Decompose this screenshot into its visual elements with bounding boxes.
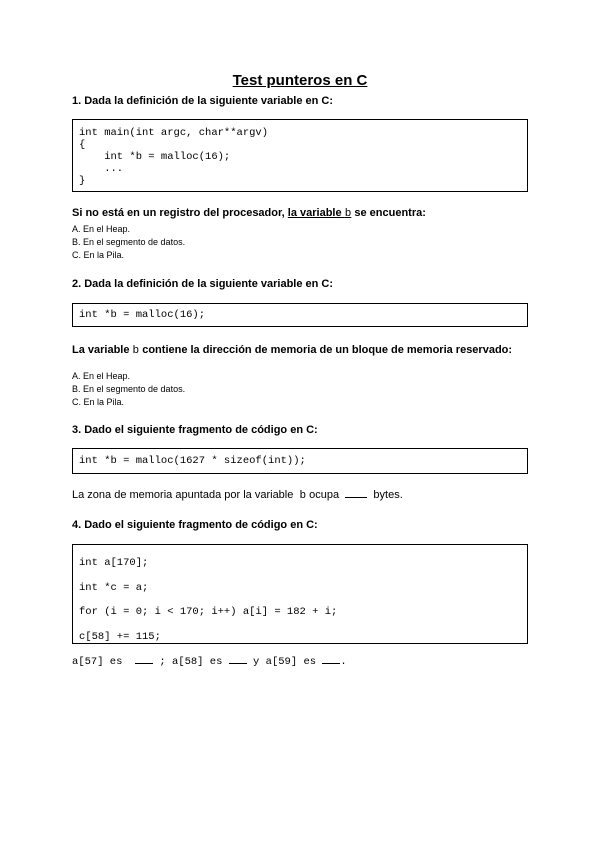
code-line: int *b = malloc(1627 * sizeof(int)); [79, 455, 306, 467]
code-line: } [79, 175, 86, 187]
code-line: for (i = 0; i < 170; i++) a[i] = 182 + i; [79, 606, 338, 618]
code-line: int *c = a; [79, 581, 149, 594]
option-a: A. En el Heap. [72, 224, 131, 234]
code-line: int *b = malloc(16); [79, 309, 206, 321]
code-line: c[58] += 115; [79, 630, 161, 643]
question-2-heading: 2. Dada la definición de la siguiente variable en C: [72, 278, 334, 290]
option-b: B. En el segmento de datos. [72, 237, 186, 247]
answer-blank-58[interactable] [229, 663, 247, 664]
question-4-heading: 4. Dado el siguiente fragmento de código en C: [72, 519, 318, 531]
option-c: C. En la Pila. [72, 250, 125, 260]
question-4-code-box [72, 544, 528, 644]
question-1-options [72, 223, 528, 262]
answer-blank-57[interactable] [135, 663, 153, 664]
document-page [72, 72, 528, 669]
question-4-answer-line: a[57] es ; a[58] es y a[59] es . [72, 656, 347, 668]
question-3-answer-line: La zona de memoria apuntada por la variable b ocupa bytes. [72, 489, 403, 502]
answer-blank-59[interactable] [322, 663, 340, 664]
page-title: Test punteros en C [232, 72, 368, 89]
code-line: int a[170]; [79, 557, 149, 569]
code-line: { [79, 139, 86, 151]
question-3-code-box [72, 448, 528, 474]
code-line: ... [79, 163, 124, 175]
question-2-code-box [72, 303, 528, 327]
question-1-prompt: Si no está en un registro del procesador, la variable b se encuentra: [72, 207, 426, 220]
option-b: B. En el segmento de datos. [72, 384, 186, 394]
question-1-code-box [72, 119, 528, 192]
question-3-heading: 3. Dado el siguiente fragmento de código en C: [72, 424, 318, 436]
code-line: int *b = malloc(16); [79, 151, 231, 163]
underlined-text: la variable b [287, 207, 352, 220]
code-line: int main(int argc, char**argv) [79, 127, 269, 139]
option-a: A. En el Heap. [72, 371, 131, 381]
question-1-heading: 1. Dada la definición de la siguiente variable en C: [72, 95, 334, 107]
option-c: C. En la Pila. [72, 397, 125, 407]
question-2-prompt: La variable b contiene la dirección de memoria de un bloque de memoria reservado: [72, 344, 513, 357]
answer-blank[interactable] [345, 497, 367, 498]
question-2-options [72, 370, 528, 409]
